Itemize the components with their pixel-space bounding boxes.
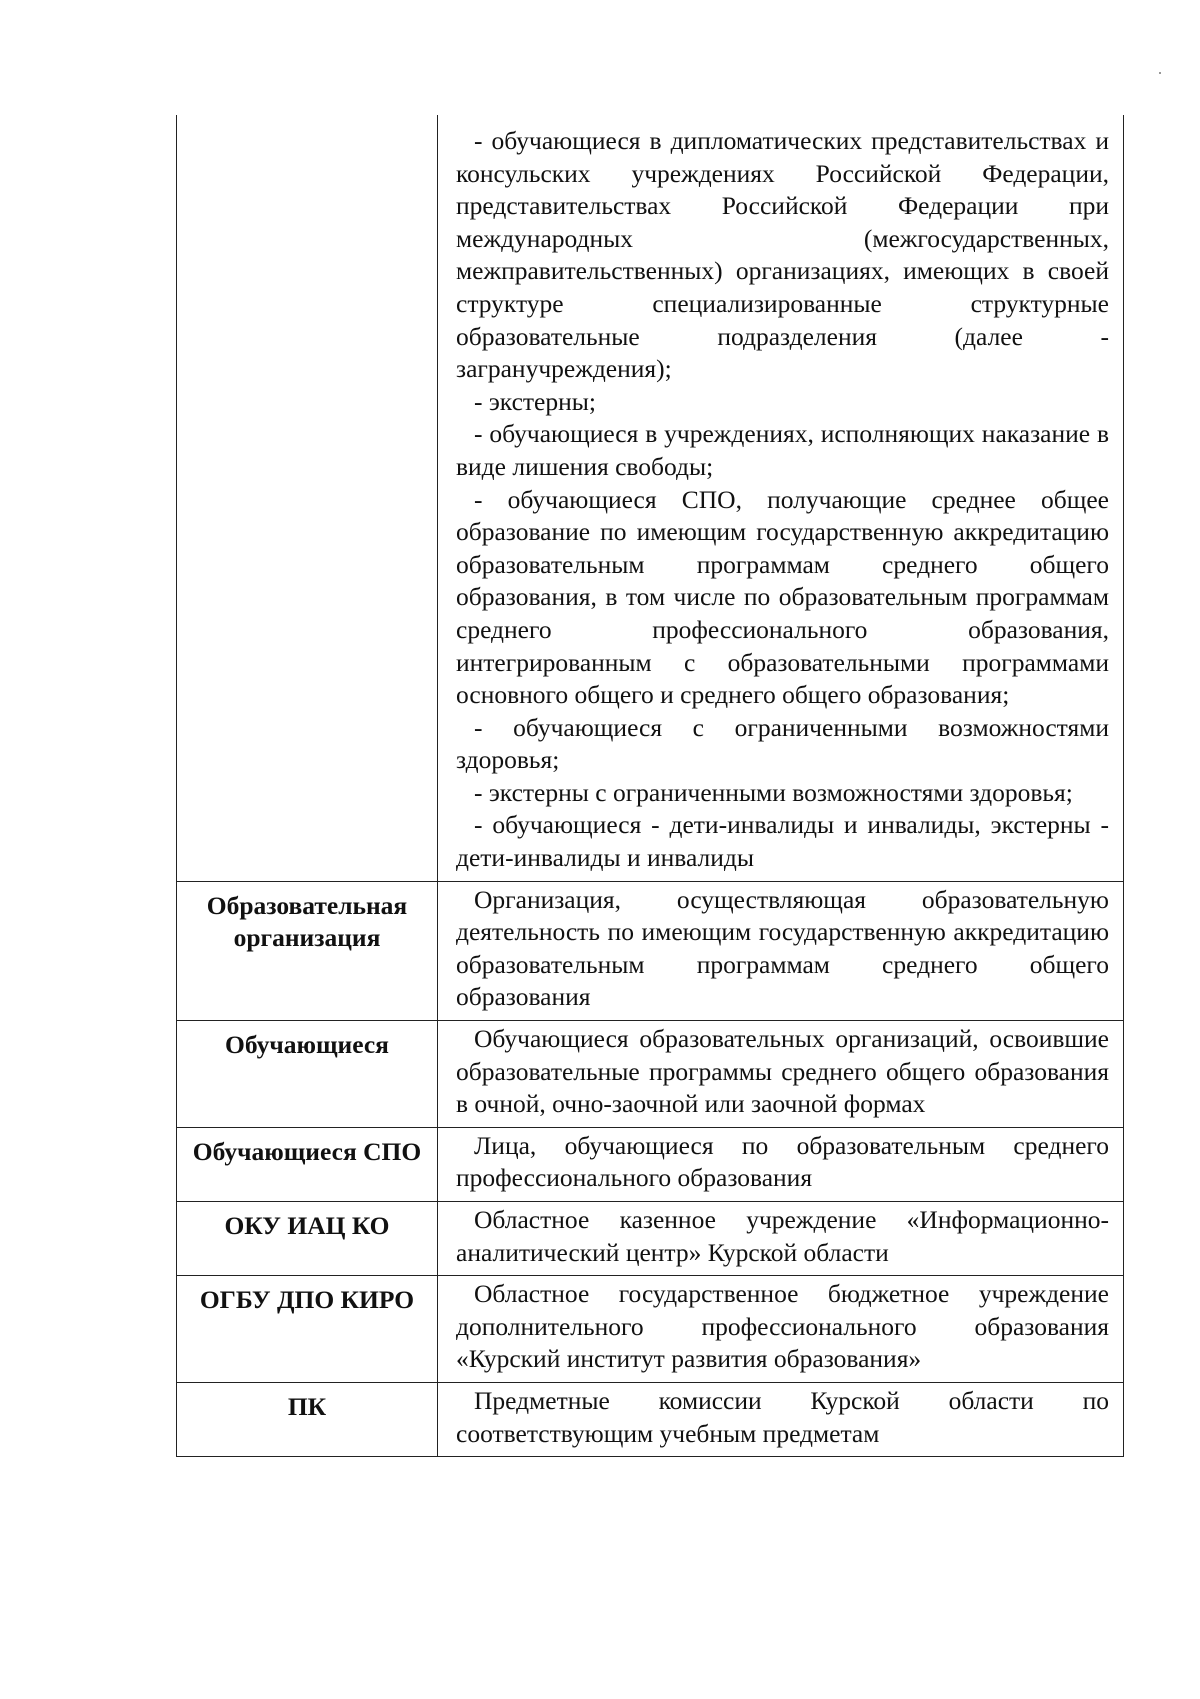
definition-paragraph: - экстерны; [474, 386, 596, 416]
term-cell: Образовательная организация [177, 881, 438, 1020]
definition-cell [438, 1127, 1124, 1201]
definition-paragraph: - обучающиеся в дипломатических представительствах и консульских учреждениях Российской Федерации, представительствах Российской Федерации при международных (межгосударственных, межправительственных) организациях, имеющих в своей структуре специализированные структурные образовательные подразделения (далее - загранучреждения); [456, 126, 1109, 384]
table-row [177, 1276, 1124, 1383]
term-cell: Обучающиеся [177, 1021, 438, 1128]
table-row [177, 1202, 1124, 1276]
definition-paragraph: - обучающиеся - дети-инвалиды и инвалиды, экстерны - дети-инвалиды и инвалиды [456, 810, 1109, 873]
table-row [177, 1127, 1124, 1201]
table-row [177, 1382, 1124, 1456]
definition-cell [438, 1202, 1124, 1276]
definition-paragraph: - обучающиеся СПО, получающие среднее общее образование по имеющим государственную аккредитацию образовательным программам среднего общего образования, в том числе по образовательным программам среднего профессионального образования, интегрированным с образовательными программами основного общего и среднего общего образования; [456, 484, 1109, 710]
term-cell: Обучающиеся СПО [177, 1127, 438, 1201]
table-row [177, 115, 1124, 881]
definition-paragraph: Областное казенное учреждение «Информационно-аналитический центр» Курской области [456, 1205, 1109, 1267]
definition-cell [438, 1021, 1124, 1128]
definition-paragraph: Лица, обучающиеся по образовательным среднего профессионального образования [456, 1130, 1109, 1193]
definition-cell [438, 1382, 1124, 1456]
definition-cell [438, 115, 1124, 881]
table-row [177, 1021, 1124, 1128]
term-cell: ОКУ ИАЦ КО [177, 1202, 438, 1276]
scan-dot [1159, 72, 1161, 74]
definition-cell [438, 881, 1124, 1020]
term-cell: ПК [177, 1382, 438, 1456]
definition-cell [438, 1276, 1124, 1383]
definition-paragraph: Организация, осуществляющая образовательную деятельность по имеющим государственную аккредитацию образовательным программам среднего общего образования [456, 884, 1109, 1012]
term-cell [177, 115, 438, 881]
definition-paragraph: Обучающиеся образовательных организаций, освоившие образовательные программы среднего общего образования в очной, очно-заочной или заочной формах [456, 1024, 1109, 1119]
term-cell: ОГБУ ДПО КИРО [177, 1276, 438, 1383]
definition-paragraph: - обучающиеся в учреждениях, исполняющих наказание в виде лишения свободы; [456, 419, 1109, 481]
definition-paragraph: - экстерны с ограниченными возможностями здоровья; [474, 777, 1073, 807]
glossary-table [176, 115, 1124, 1457]
definition-paragraph: Областное государственное бюджетное учреждение дополнительного профессионального образования «Курский институт развития образования» [456, 1279, 1109, 1374]
definition-paragraph: - обучающиеся с ограниченными возможностями здоровья; [456, 712, 1109, 775]
table-row [177, 881, 1124, 1020]
definition-paragraph: Предметные комиссии Курской области по соответствующим учебным предметам [456, 1385, 1109, 1448]
